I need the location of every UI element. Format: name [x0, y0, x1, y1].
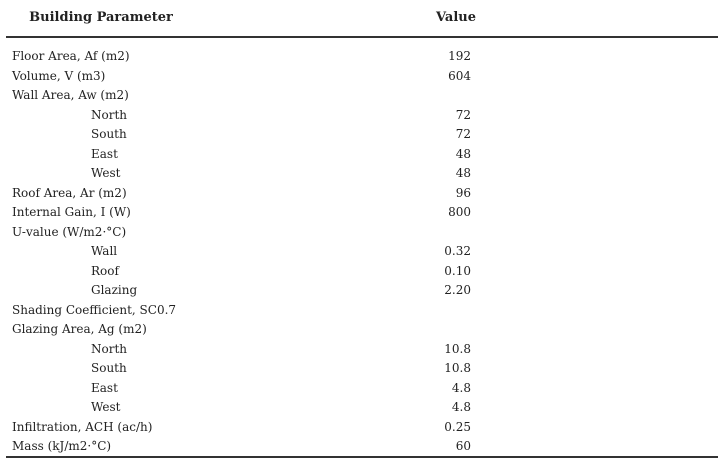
parameter-cell: Internal Gain, I (W)	[12, 205, 131, 219]
parameter-cell: West	[91, 166, 121, 180]
header-value: Value	[436, 10, 476, 25]
parameter-cell: Volume, V (m3)	[12, 68, 106, 83]
value-cell: 48	[455, 166, 471, 180]
table-bottom-rule	[6, 456, 718, 458]
parameter-cell: U-value (W/m2·°C)	[12, 224, 127, 239]
value-cell: 72	[455, 107, 471, 122]
parameter-cell: Shading Coefficient, SC0.7	[12, 302, 177, 317]
table-row	[6, 86, 718, 106]
parameter-cell: Wall Area, Aw (m2)	[12, 88, 129, 102]
table-row	[6, 203, 718, 223]
parameter-cell: Floor Area, Af (m2)	[12, 49, 130, 63]
table-row	[6, 359, 718, 379]
parameter-cell: Roof Area, Ar (m2)	[12, 185, 127, 200]
value-cell: 10.8	[444, 361, 471, 375]
header-building-parameter: Building Parameter	[29, 10, 173, 25]
table-row	[6, 67, 718, 87]
table-row	[6, 320, 718, 340]
parameter-cell: Infiltration, ACH (ac/h)	[12, 419, 153, 434]
parameter-cell: West	[91, 400, 121, 414]
table-header	[6, 0, 718, 36]
parameter-cell: Glazing	[91, 283, 138, 297]
value-cell: 60	[455, 439, 471, 453]
parameter-cell: Glazing Area, Ag (m2)	[12, 322, 147, 336]
table-row	[6, 301, 718, 321]
value-cell: 72	[455, 127, 471, 141]
value-cell: 800	[448, 205, 471, 219]
value-cell: 0.32	[444, 244, 471, 258]
table-row	[6, 184, 718, 204]
table-row	[6, 262, 718, 282]
table-body	[6, 47, 718, 457]
value-cell: 4.8	[451, 400, 471, 414]
value-cell: 10.8	[444, 341, 471, 356]
value-cell: 48	[455, 146, 471, 161]
value-cell: 192	[448, 49, 471, 63]
building-parameters-table	[6, 0, 718, 462]
table-row	[6, 379, 718, 399]
parameter-cell: Mass (kJ/m2·°C)	[12, 439, 112, 453]
value-cell: 604	[448, 68, 471, 83]
value-cell: 0.25	[444, 419, 471, 434]
table-row	[6, 437, 718, 457]
table-row	[6, 47, 718, 67]
table-row	[6, 418, 718, 438]
value-cell: 2.20	[444, 283, 471, 297]
parameter-cell: East	[91, 146, 118, 161]
parameter-cell: North	[91, 107, 128, 122]
table-row	[6, 398, 718, 418]
table-row	[6, 281, 718, 301]
table-row	[6, 164, 718, 184]
table-row	[6, 242, 718, 262]
parameter-cell: Roof	[91, 263, 119, 278]
parameter-cell: South	[91, 361, 127, 375]
value-cell: 4.8	[451, 380, 471, 395]
table-row	[6, 340, 718, 360]
parameter-cell: Wall	[91, 244, 118, 258]
parameter-cell: North	[91, 341, 128, 356]
parameter-cell: East	[91, 380, 118, 395]
table-row	[6, 106, 718, 126]
value-cell: 96	[455, 185, 471, 200]
value-cell: 0.10	[444, 263, 471, 278]
table-row	[6, 125, 718, 145]
parameter-cell: South	[91, 127, 127, 141]
table-row	[6, 145, 718, 165]
header-rule	[6, 36, 718, 38]
table-row	[6, 223, 718, 243]
